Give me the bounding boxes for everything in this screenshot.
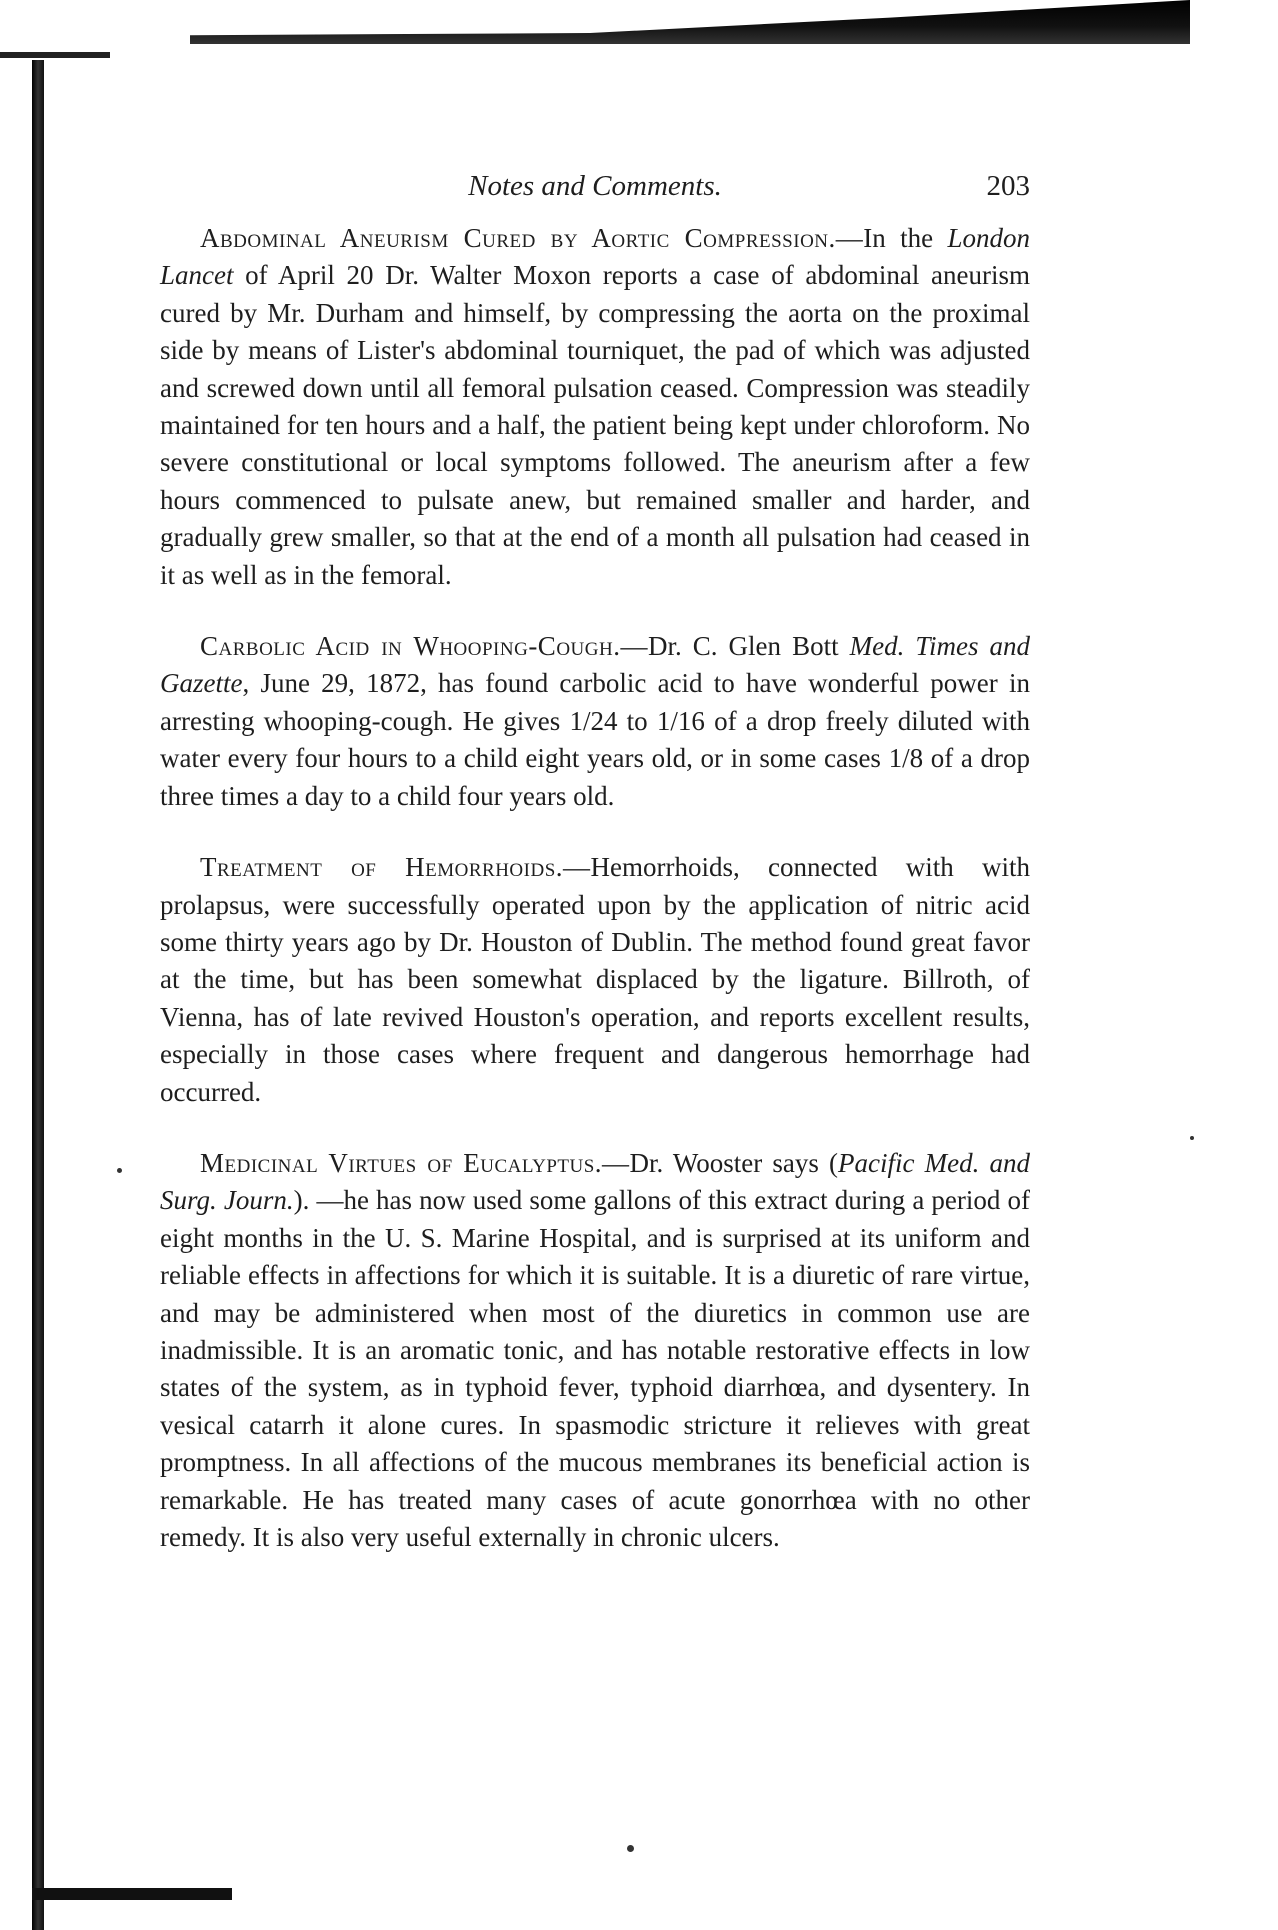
note-section [160,220,1030,594]
note-paragraph [160,1145,1030,1556]
article-body [160,220,1030,1556]
body-text: Dr. C. Glen Bott [647,631,850,662]
body-text: Hemorrhoids, connected with with prolapsus, were successfully operated upon by the application of nitric acid some thirty years ago by Dr. Houston of Dublin. The method found great favor at the time, but has been somewhat displaced by the ligature. Billroth, of Vienna, has of late revived Houston's operation, and reports excellent results, especially in those cases where frequent and dangerous hemorrhage had occurred. [160,852,1031,1107]
note-section [160,628,1030,815]
scan-edge-bottom [32,1888,232,1900]
note-section [160,849,1030,1111]
scan-edge-top [190,0,1190,44]
body-text: In the [863,223,948,253]
scan-speck [117,1168,122,1173]
page-number: 203 [986,170,1030,202]
scan-speck [627,1845,634,1852]
note-section [160,1145,1030,1556]
citation-title: Med. Times and Gazette [160,631,1030,699]
note-paragraph [160,849,1030,1111]
body-text: ). —he has now used some gallons of this extract during a period of eight months in the U. S. Marine Hospital, and is surprised at its uniform and reliable effects in affections for which it is suitable. It is a diuretic of rare virtue, and may be administered when most of the diuretics in common use are inadmissible. It is an aromatic tonic, and has notable restorative effects in low states of the system, as in typhoid fever, typhoid diarrhœa, and dysentery. In vesical catarrh it alone cures. In spasmodic stricture it relieves with great promptness. In all affections of the mucous membranes its beneficial action is remarkable. He has treated many cases of acute gonorrhœa with no other remedy. It is also very useful externally in chronic ulcers. [160,1185,1030,1552]
note-paragraph [160,628,1030,815]
running-head: Notes and Comments. [468,170,722,202]
body-text: Dr. Wooster says ( [629,1147,839,1178]
citation-title: London Lancet [160,223,1030,291]
note-heading: Carbolic Acid in Whooping-Cough.— [200,631,648,662]
note-paragraph [160,220,1030,594]
body-text: , June 29, 1872, has found carbolic acid to have wonderful power in arresting whooping-cough. He gives 1/24 to 1/16 of a drop freely diluted with water every four hours to a child eight years old, or in some cases 1/8 of a drop three times a day to a child four years old. [160,668,1030,811]
note-heading: Treatment of Hemorrhoids.— [200,852,591,883]
citation-title: Pacific Med. and Surg. Journ. [160,1147,1030,1216]
body-text: of April 20 Dr. Walter Moxon reports a case of abdominal aneurism cured by Mr. Durham and himself, by compressing the aorta on the proximal side by means of Lister's abdominal tourniquet, the pad of which was adjusted and screwed down until all femoral pulsation ceased. Compression was steadily maintained for ten hours and a half, the patient being kept under chloroform. No severe constitutional or local symptoms followed. The aneurism after a few hours commenced to pulsate anew, but remained smaller and harder, and gradually grew smaller, so that at the end of a month all pulsation had ceased in it as well as in the femoral. [160,260,1030,590]
scan-edge-top-left [0,52,110,58]
scan-binding-edge [32,60,44,1930]
note-heading: Abdominal Aneurism Cured by Aortic Compression.— [200,223,864,253]
scan-speck [1190,1136,1194,1140]
book-page [160,170,1030,1556]
page-header [160,170,1030,220]
note-heading: Medicinal Virtues of Eucalyptus.— [200,1147,630,1178]
